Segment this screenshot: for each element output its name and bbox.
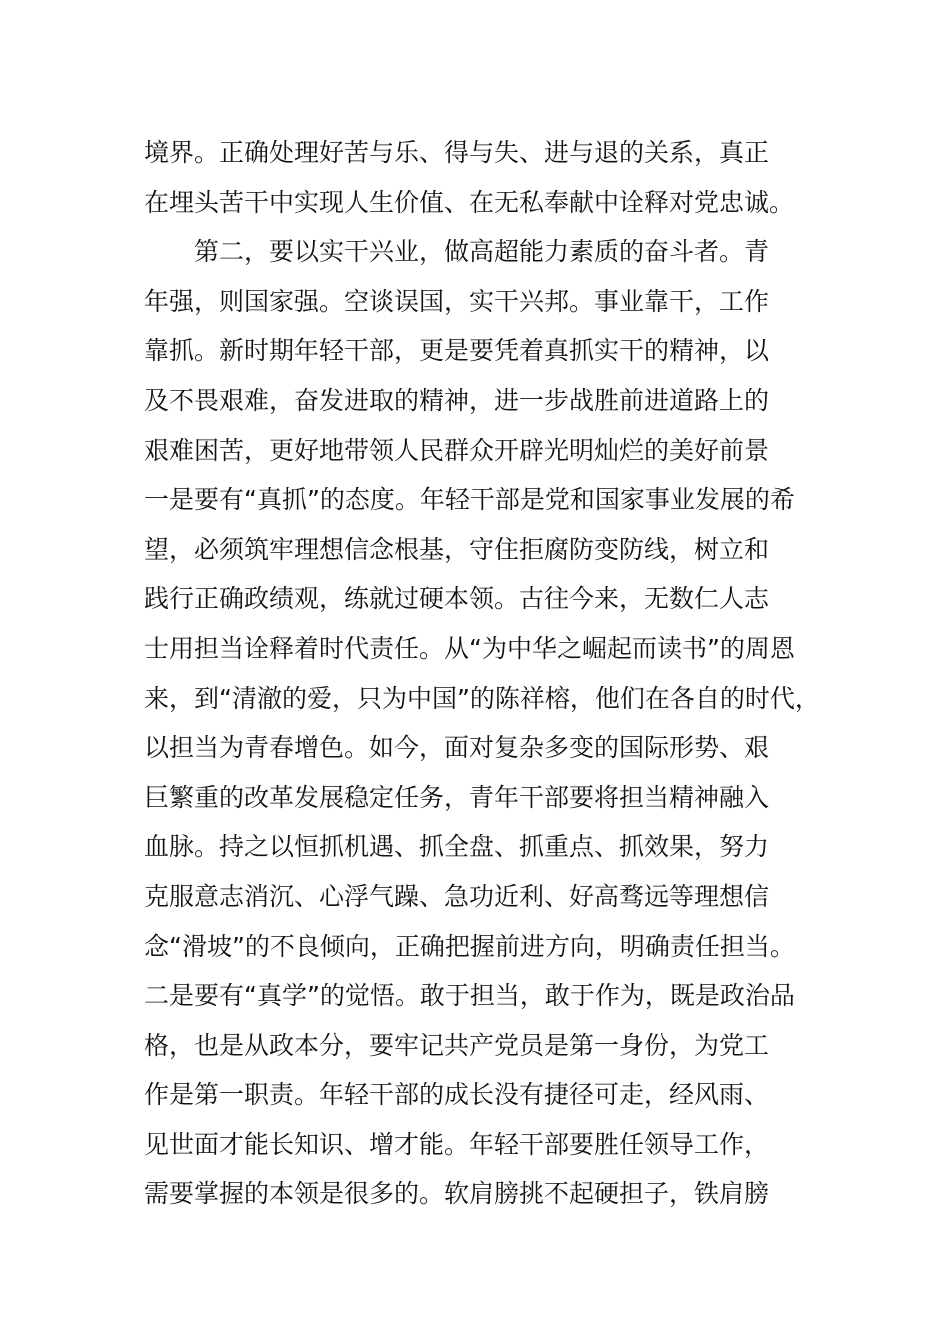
text-line: 及不畏艰难，奋发进取的精神，进一步战胜前进道路上的 [144, 385, 770, 415]
text-line: 见世面才能长知识、增才能。年轻干部要胜任领导工作， [144, 1129, 770, 1159]
text-line: 巨繁重的改革发展稳定任务，青年干部要将担当精神融入 [144, 782, 770, 812]
text-line: 靠抓。新时期年轻干部，更是要凭着真抓实干的精神，以 [144, 336, 770, 366]
text-line: 血脉。持之以恒抓机遇、抓全盘、抓重点、抓效果，努力 [144, 832, 770, 862]
text-line: 二是要有“真学”的觉悟。敢于担当，敢于作为，既是政治品 [144, 981, 795, 1011]
text-line: 格，也是从政本分，要牢记共产党员是第一身份，为党工 [144, 1030, 770, 1060]
text-line: 一是要有“真抓”的态度。年轻干部是党和国家事业发展的希 [144, 485, 795, 515]
text-line: 望，必须筑牢理想信念根基，守住拒腐防变防线，树立和 [144, 534, 770, 564]
text-line: 来，到“清澈的爱，只为中国”的陈祥榕，他们在各自的时代， [144, 683, 820, 713]
text-line: 士用担当诠释着时代责任。从“为中华之崛起而读书”的周恩 [144, 633, 795, 663]
text-line: 需要掌握的本领是很多的。软肩膀挑不起硬担子，铁肩膀 [144, 1179, 770, 1209]
text-line: 境界。正确处理好苦与乐、得与失、进与退的关系，真正 [144, 138, 770, 167]
text-line: 践行正确政绩观，练就过硬本领。古往今来，无数仁人志 [144, 584, 770, 614]
text-line: 在埋头苦干中实现人生价值、在无私奉献中诠释对党忠诚。 [144, 187, 795, 217]
text-line: 艰难困苦，更好地带领人民群众开辟光明灿烂的美好前景 [144, 435, 770, 465]
text-line: 第二，要以实干兴业，做高超能力素质的奋斗者。青 [144, 237, 770, 267]
text-line: 念“滑坡”的不良倾向，正确把握前进方向，明确责任担当。 [144, 931, 795, 961]
text-line: 以担当为青春增色。如今，面对复杂多变的国际形势、艰 [144, 733, 770, 763]
text-line: 作是第一职责。年轻干部的成长没有捷径可走，经风雨、 [144, 1080, 770, 1110]
body-text [144, 128, 844, 1219]
text-line: 年强，则国家强。空谈误国，实干兴邦。事业靠干，工作 [144, 286, 770, 316]
text-line: 克服意志消沉、心浮气躁、急功近利、好高骛远等理想信 [144, 881, 770, 911]
